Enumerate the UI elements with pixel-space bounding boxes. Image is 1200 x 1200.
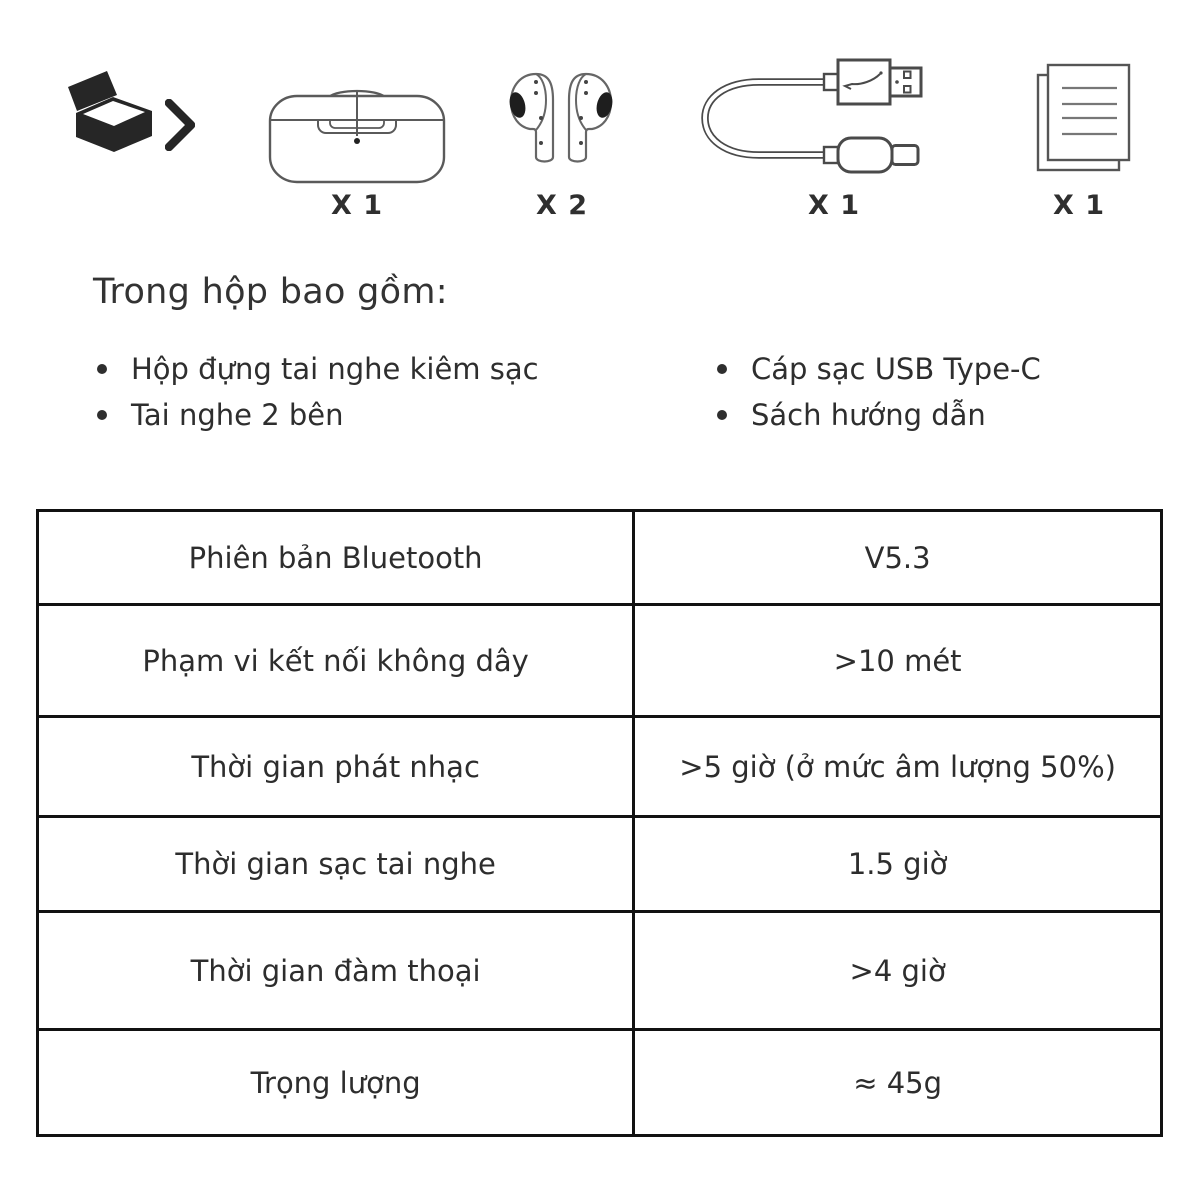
chevron-right-icon: [165, 99, 195, 151]
contents-list-right: [717, 346, 1041, 438]
spec-value: >4 giờ: [634, 912, 1162, 1030]
list-item: [97, 346, 539, 392]
earbuds-icon: [508, 72, 614, 166]
list-item: [97, 392, 539, 438]
quantity-label: X 2: [535, 190, 589, 221]
table-row: [38, 817, 1162, 912]
open-box-icon: [66, 70, 158, 170]
charging-case-icon: [268, 87, 446, 184]
quantity-label: X 1: [330, 190, 384, 221]
spec-value: >5 giờ (ở mức âm lượng 50%): [634, 717, 1162, 817]
spec-value: >10 mét: [634, 605, 1162, 717]
spec-label: Phạm vi kết nối không dây: [38, 605, 634, 717]
spec-label: Thời gian đàm thoại: [38, 912, 634, 1030]
list-item: [717, 346, 1041, 392]
list-item-label: Sách hướng dẫn: [751, 398, 986, 432]
spec-label: Thời gian phát nhạc: [38, 717, 634, 817]
spec-value: ≈ 45g: [634, 1030, 1162, 1136]
table-row: [38, 912, 1162, 1030]
bullet-icon: [717, 364, 727, 374]
usb-cable-icon: [685, 58, 925, 178]
specs-table: [36, 509, 1163, 1137]
spec-label: Phiên bản Bluetooth: [38, 511, 634, 605]
spec-label: Trọng lượng: [38, 1030, 634, 1136]
bullet-icon: [97, 364, 107, 374]
quantity-label: X 1: [807, 190, 861, 221]
bullet-icon: [97, 410, 107, 420]
spec-label: Thời gian sạc tai nghe: [38, 817, 634, 912]
packing-diagram: [0, 0, 1200, 260]
contents-list-left: [97, 346, 539, 438]
contents-heading: Trong hộp bao gồm:: [93, 272, 448, 312]
quantity-label: X 1: [1052, 190, 1106, 221]
bullet-icon: [717, 410, 727, 420]
list-item: [717, 392, 1041, 438]
spec-value: 1.5 giờ: [634, 817, 1162, 912]
list-item-label: Cáp sạc USB Type-C: [751, 352, 1041, 386]
table-row: [38, 717, 1162, 817]
table-row: [38, 511, 1162, 605]
manual-icon: [1035, 62, 1135, 177]
spec-value: V5.3: [634, 511, 1162, 605]
list-item-label: Tai nghe 2 bên: [131, 398, 344, 432]
table-row: [38, 1030, 1162, 1136]
list-item-label: Hộp đựng tai nghe kiêm sạc: [131, 352, 539, 386]
table-row: [38, 605, 1162, 717]
